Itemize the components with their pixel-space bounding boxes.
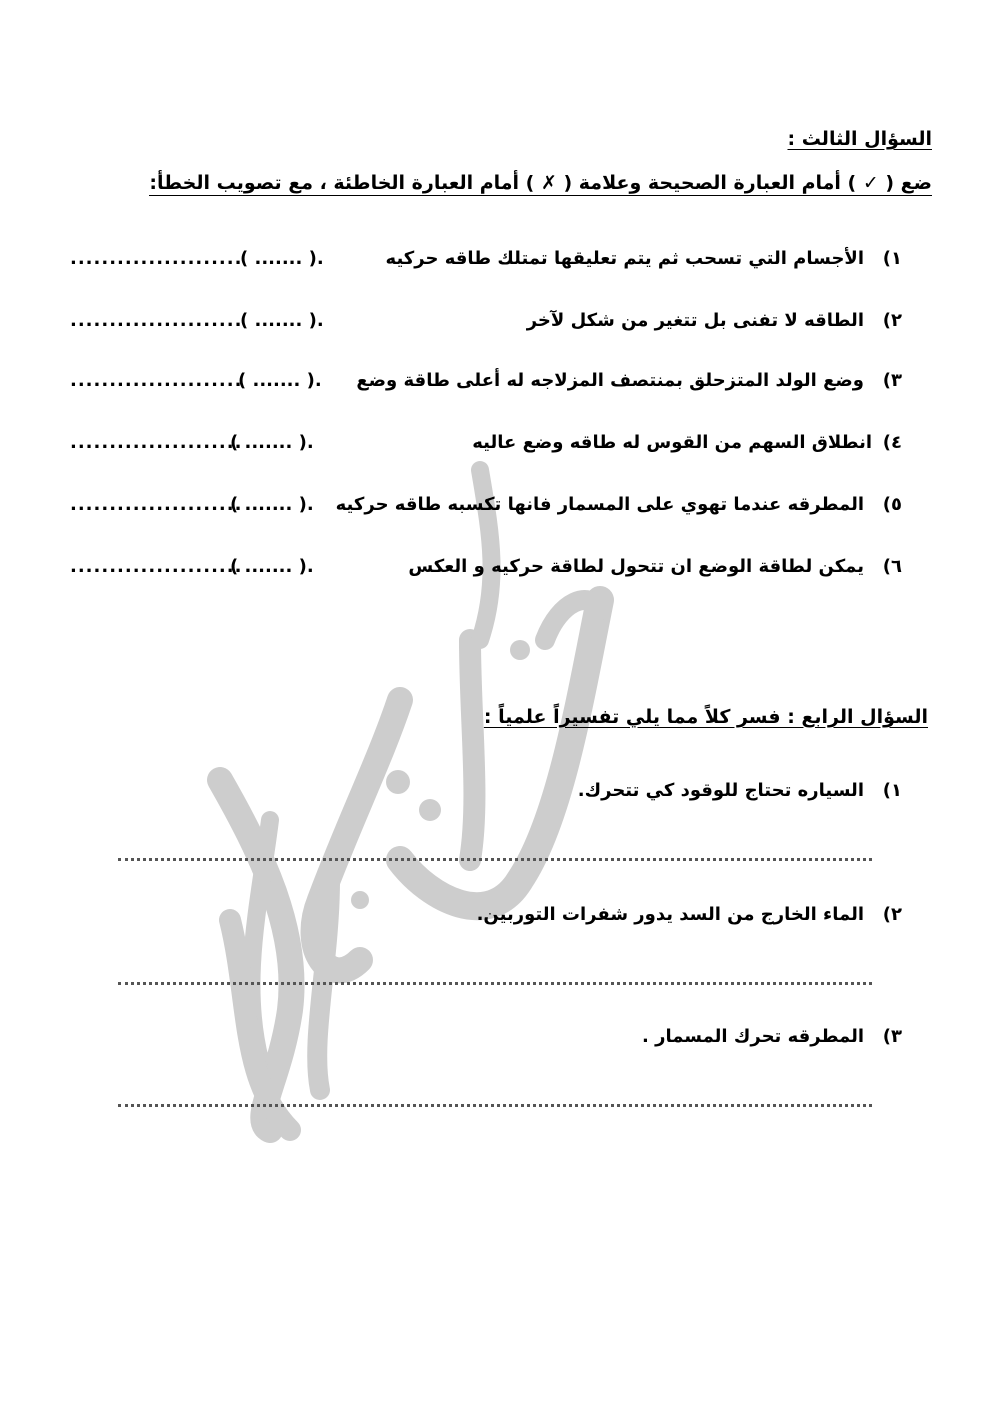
q3-item-3-number: ٣) [882,370,902,391]
q4-item-2-number: ٢) [882,904,902,925]
q4-item-1-number: ١) [882,780,902,801]
q3-item-2-number: ٢) [882,310,902,331]
q3-item-6-answer-bracket[interactable]: ( ....... ). [230,556,314,577]
q3-item-6-correction-line[interactable]: ...................... [70,556,243,577]
q3-item-4-text: انطلاق السهم من القوس له طاقه وضع عاليه [472,432,872,453]
q3-item-4-correction-line[interactable]: ...................... [70,432,243,453]
q3-item-2-answer-bracket[interactable]: ( ....... ). [240,310,324,331]
q3-item-5-number: ٥) [882,494,902,515]
q3-title: السؤال الثالث : [787,128,932,150]
q4-item-1 [70,780,902,810]
q3-item-1 [70,248,902,278]
q4-item-2 [70,904,902,934]
q3-item-6-text: يمكن لطاقة الوضع ان تتحول لطاقة حركيه و العكس [408,556,864,577]
q4-item-2-answer-line[interactable] [118,982,872,985]
q3-item-3-correction-line[interactable]: ...................... [70,370,243,391]
q3-item-1-text: الأجسام التي تسحب ثم يتم تعليقها تمتلك طاقه حركيه [385,248,864,269]
q3-item-2 [70,310,902,340]
q4-title: السؤال الرابع : فسر كلاً مما يلي تفسيراً علمياً : [483,706,928,728]
q3-item-6-number: ٦) [882,556,902,577]
q4-item-3 [70,1026,902,1056]
q3-item-5 [70,494,902,524]
q3-item-1-correction-line[interactable]: ...................... [70,248,243,269]
q3-item-3-text: وضع الولد المتزحلق بمنتصف المزلاجه له أعلى طاقة وضع [356,370,864,391]
q3-item-1-number: ١) [882,248,902,269]
q3-item-6 [70,556,902,586]
q4-item-3-text: المطرقه تحرك المسمار . [642,1026,864,1047]
q3-item-2-correction-line[interactable]: ...................... [70,310,243,331]
q3-item-5-text: المطرقه عندما تهوي على المسمار فانها تكسبه طاقه حركيه [335,494,864,515]
q3-item-5-answer-bracket[interactable]: ( ....... ). [230,494,314,515]
q3-item-2-text: الطاقه لا تفنى بل تتغير من شكل لآخر [526,310,864,331]
q3-item-1-answer-bracket[interactable]: ( ....... ). [240,248,324,269]
q4-item-2-text: الماء الخارج من السد يدور شفرات التوربين. [476,904,864,925]
q3-item-4-number: ٤) [882,432,902,453]
q3-item-3 [70,370,902,400]
q3-item-3-answer-bracket[interactable]: ( ....... ). [238,370,322,391]
q4-item-3-answer-line[interactable] [118,1104,872,1107]
q4-item-3-number: ٣) [882,1026,902,1047]
q4-item-1-answer-line[interactable] [118,858,872,861]
q3-instruction: ضع ( ✓ ) أمام العبارة الصحيحة وعلامة ( ✗ ) أمام العبارة الخاطئة ، مع تصويب الخطأ: [149,172,932,194]
q3-item-4-answer-bracket[interactable]: ( ....... ). [230,432,314,453]
q3-item-4 [70,432,902,462]
q3-item-5-correction-line[interactable]: ...................... [70,494,243,515]
q4-item-1-text: السياره تحتاج للوقود كي تتحرك. [577,780,864,801]
